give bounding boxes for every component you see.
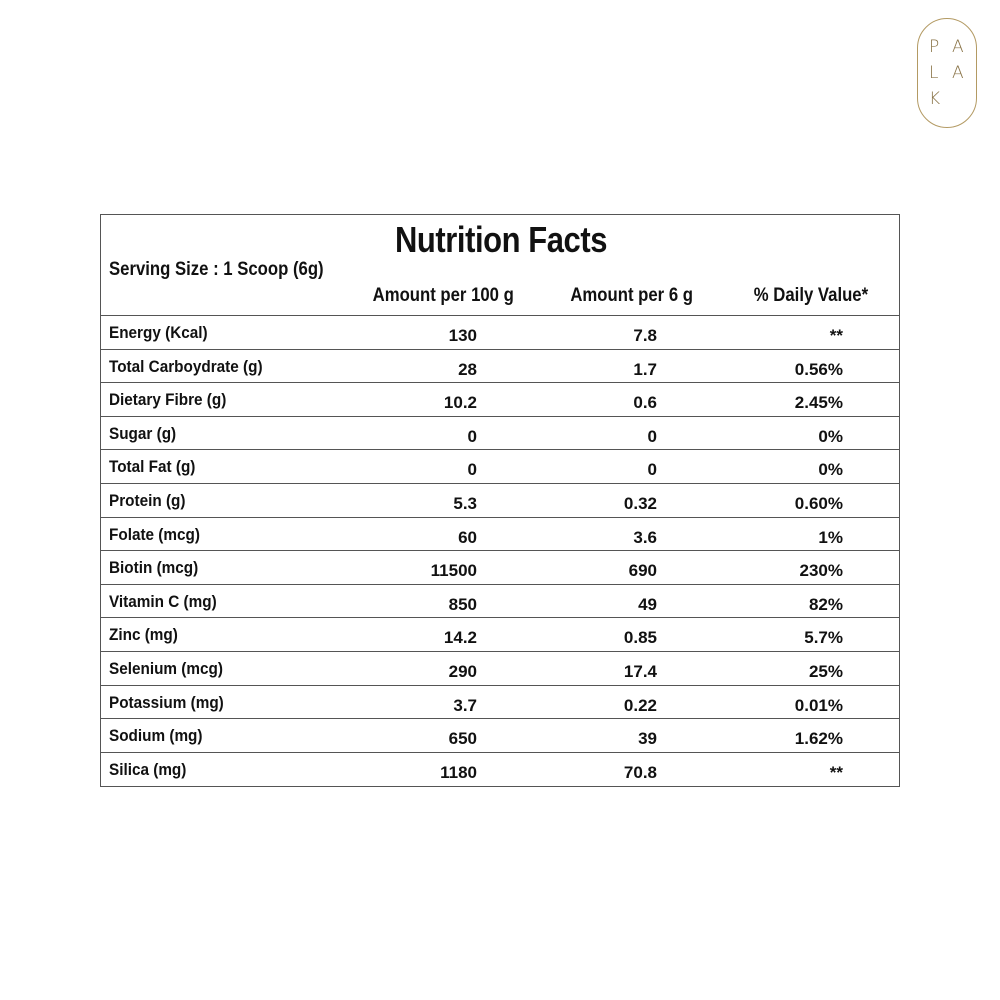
amount-per-100g: 1180 — [440, 762, 477, 782]
table-row — [101, 383, 899, 417]
table-row — [101, 484, 899, 518]
daily-value: 2.45% — [794, 393, 843, 413]
amount-per-6g: 0 — [647, 426, 657, 446]
amount-per-6g: 0.32 — [623, 493, 657, 513]
logo-letter: A — [952, 37, 964, 57]
nutrient-name: Folate (mcg) — [109, 524, 200, 544]
nutrient-name: Sugar (g) — [109, 423, 177, 443]
amount-per-100g: 290 — [448, 661, 477, 681]
amount-per-100g: 60 — [458, 527, 477, 547]
amount-per-100g: 3.7 — [453, 695, 477, 715]
daily-value: 1% — [818, 527, 843, 547]
amount-per-100g: 10.2 — [443, 393, 477, 413]
amount-per-6g: 0.22 — [623, 695, 657, 715]
brand-logo — [917, 18, 977, 128]
table-body — [101, 316, 899, 786]
daily-value: 230% — [799, 561, 843, 581]
nutrient-name: Total Fat (g) — [109, 457, 196, 477]
amount-per-6g: 0.6 — [633, 393, 657, 413]
table-row — [101, 618, 899, 652]
nutrition-facts-table — [100, 214, 900, 787]
nutrient-name: Protein (g) — [109, 490, 186, 510]
table-row — [101, 686, 899, 720]
logo-letter: K — [929, 89, 941, 109]
amount-per-100g: 11500 — [430, 561, 477, 581]
amount-per-100g: 0 — [467, 426, 477, 446]
table-row — [101, 551, 899, 585]
column-header-daily-value: % Daily Value* — [753, 285, 869, 306]
column-header-per-6g: Amount per 6 g — [570, 285, 693, 306]
table-row — [101, 450, 899, 484]
nutrient-name: Selenium (mcg) — [109, 658, 223, 678]
nutrient-name: Biotin (mcg) — [109, 558, 199, 578]
table-row — [101, 585, 899, 619]
amount-per-6g: 70.8 — [623, 762, 657, 782]
amount-per-6g: 3.6 — [633, 527, 657, 547]
logo-letter: L — [929, 63, 939, 83]
nutrient-name: Total Carboydrate (g) — [109, 356, 263, 376]
daily-value: 0% — [818, 460, 843, 480]
logo-letter: A — [952, 63, 964, 83]
daily-value: 25% — [808, 661, 843, 681]
amount-per-6g: 0 — [647, 460, 657, 480]
daily-value: 1.62% — [794, 729, 843, 749]
amount-per-6g: 49 — [638, 594, 657, 614]
logo-letter: P — [929, 37, 940, 57]
nutrient-name: Vitamin C (mg) — [109, 591, 217, 611]
nutrient-name: Potassium (mg) — [109, 692, 224, 712]
daily-value: 5.7% — [804, 628, 843, 648]
daily-value: ** — [829, 762, 843, 782]
amount-per-6g: 1.7 — [633, 359, 657, 379]
nutrient-name: Zinc (mg) — [109, 625, 178, 645]
table-row — [101, 350, 899, 384]
amount-per-100g: 850 — [448, 594, 477, 614]
serving-size: Serving Size : 1 Scoop (6g) — [109, 259, 324, 280]
nutrient-name: Dietary Fibre (g) — [109, 390, 227, 410]
daily-value: 0.56% — [794, 359, 843, 379]
daily-value: ** — [829, 326, 843, 345]
amount-per-100g: 650 — [448, 729, 477, 749]
daily-value: 0% — [818, 426, 843, 446]
nutrient-name: Energy (Kcal) — [109, 323, 208, 342]
table-row — [101, 417, 899, 451]
daily-value: 0.60% — [794, 493, 843, 513]
daily-value: 82% — [808, 594, 843, 614]
amount-per-6g: 39 — [638, 729, 657, 749]
amount-per-6g: 0.85 — [623, 628, 657, 648]
amount-per-100g: 28 — [458, 359, 477, 379]
nutrient-name: Silica (mg) — [109, 759, 187, 779]
amount-per-6g: 7.8 — [633, 326, 657, 345]
amount-per-100g: 14.2 — [443, 628, 477, 648]
column-header-per-100g: Amount per 100 g — [372, 285, 514, 306]
amount-per-6g: 17.4 — [623, 661, 657, 681]
table-title: Nutrition Facts — [394, 219, 607, 260]
table-row — [101, 518, 899, 552]
daily-value: 0.01% — [794, 695, 843, 715]
table-row — [101, 316, 899, 350]
amount-per-100g: 5.3 — [453, 493, 477, 513]
amount-per-100g: 130 — [448, 326, 477, 345]
amount-per-6g: 690 — [628, 561, 657, 581]
table-row — [101, 652, 899, 686]
table-row — [101, 753, 899, 787]
table-row — [101, 719, 899, 753]
amount-per-100g: 0 — [467, 460, 477, 480]
nutrient-name: Sodium (mg) — [109, 726, 203, 746]
